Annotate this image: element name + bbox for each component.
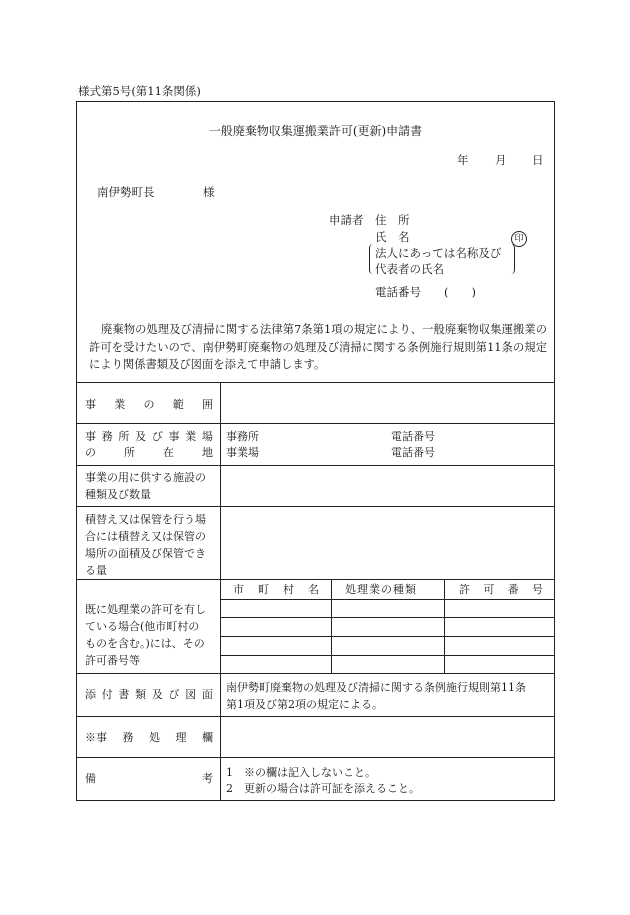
- rule: [77, 465, 554, 466]
- facility-label-line2: 種類及び数量: [85, 488, 151, 501]
- form-title: 一般廃棄物収集運搬業許可(更新)申請書: [208, 124, 423, 138]
- attachments-text-line1: 南伊勢町廃棄物の処理及び清掃に関する条例施行規則第11条: [226, 681, 526, 694]
- col-business-type: 処理業の種類: [345, 583, 417, 596]
- corporate-note-line2: 代表者の氏名: [375, 262, 444, 276]
- site-phone-label: 電話番号: [391, 446, 435, 459]
- subtable-rule: [220, 617, 554, 618]
- rule: [77, 673, 554, 674]
- form-number: 様式第5号(第11条関係): [78, 84, 201, 98]
- attachments-text-line2: 第1項及び第2項の規定による。: [226, 698, 383, 711]
- subtable-col-rule: [444, 579, 445, 673]
- existing-label-line3: ものを含む。)には、その: [85, 637, 205, 650]
- scope-label: 事 業 の 範 囲: [85, 398, 213, 411]
- attachments-label: 添 付 書 類 及 び 図 面: [85, 688, 213, 701]
- seal-mark: 印: [511, 231, 527, 247]
- date-month: 月: [495, 153, 507, 167]
- col-municipality: 市 町 村 名: [233, 583, 319, 596]
- facility-label-line1: 事業の用に供する施設の: [85, 471, 206, 484]
- applicant-label: 申請者: [329, 213, 364, 227]
- rule: [77, 579, 554, 580]
- label-column-rule: [220, 382, 221, 801]
- application-statement: 廃棄物の処理及び清掃に関する法律第7条第1項の規定により、一般廃棄物収集運搬業の許可を受けたいので、南伊勢町廃棄物の処理及び清掃に関する条例施行規則第11条の規定により関係書類及び図面を添えて申請します。: [89, 323, 547, 371]
- notes-label: 備 考: [85, 772, 213, 785]
- office-use-label: ※事 務 処 理 欄: [85, 731, 213, 744]
- date-day: 日: [532, 153, 544, 167]
- storage-label-line1: 積替え又は保管を行う場: [85, 513, 206, 526]
- rule: [77, 506, 554, 507]
- office-label: 事務所: [226, 430, 259, 443]
- corporate-note-line1: 法人にあっては名称及び: [375, 246, 502, 260]
- existing-label-line1: 既に処理業の許可を有し: [85, 603, 206, 616]
- note-2: 2 更新の場合は許可証を添えること。: [226, 782, 420, 795]
- date-year: 年: [457, 153, 469, 167]
- rule: [77, 757, 554, 758]
- applicant-address-label: 住 所: [375, 213, 410, 227]
- col-permit-number: 許 可 番 号: [459, 583, 543, 596]
- location-label-line1: 事 務 所 及 び 事 業 場: [85, 430, 213, 443]
- location-label-line2: の 所 在 地: [85, 446, 213, 459]
- subtable-rule: [220, 599, 554, 600]
- rule: [77, 716, 554, 717]
- recipient-name: 南伊勢町長: [97, 185, 155, 199]
- office-phone-label: 電話番号: [391, 430, 435, 443]
- subtable-rule: [220, 655, 554, 656]
- subtable-col-rule: [331, 579, 332, 673]
- site-label: 事業場: [226, 446, 259, 459]
- storage-label-line4: る量: [85, 564, 107, 577]
- note-1: 1 ※の欄は記入しないこと。: [226, 766, 376, 779]
- applicant-name-label: 氏 名: [375, 230, 410, 244]
- rule: [77, 382, 554, 383]
- storage-label-line3: 場所の面積及び保管でき: [85, 547, 206, 560]
- recipient-suffix: 様: [203, 185, 215, 199]
- applicant-phone-label: 電話番号 ( ): [375, 285, 476, 299]
- rule: [77, 423, 554, 424]
- existing-label-line4: 許可番号等: [85, 654, 140, 667]
- existing-label-line2: ている場合(他市町村の: [85, 620, 200, 633]
- storage-label-line2: 合には積替え又は保管の: [85, 530, 206, 543]
- subtable-rule: [220, 636, 554, 637]
- application-form: [76, 101, 555, 801]
